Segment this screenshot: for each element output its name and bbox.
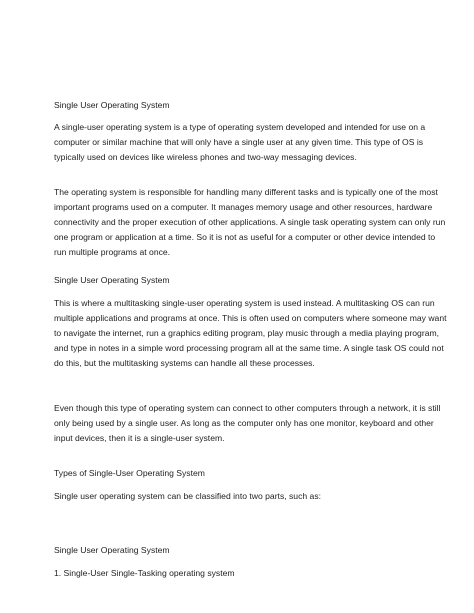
section-heading [54, 98, 424, 113]
paragraph-line: to navigate the internet, run a graphics editing program, play music through a media playing program, [54, 328, 440, 338]
list-item-text: 1. Single-User Single-Tasking operating system [54, 568, 235, 578]
paragraph-line: do this, but the multitasking systems can handle all these processes. [54, 358, 315, 368]
list-item [54, 566, 424, 581]
paragraph-line: and type in notes in a simple word processing program all at the same time. A single task OS could not [54, 343, 444, 353]
section-heading-text: Single User Operating System [54, 545, 170, 555]
paragraph-line: only being used by a single user. As long as the computer only has one monitor, keyboard and other [54, 418, 434, 428]
section-heading-text: Single User Operating System [54, 275, 170, 285]
paragraph [54, 401, 441, 446]
paragraph-line: This is where a multitasking single-user operating system is used instead. A multitasking OS can run [54, 298, 435, 308]
paragraph-line: Single user operating system can be classified into two parts, such as: [54, 491, 322, 501]
paragraph-line: connectivity and the proper execution of other applications. A single task operating system can only run [54, 217, 446, 227]
section-heading [54, 273, 424, 288]
paragraph-line: A single-user operating system is a type of operating system developed and intended for use on a [54, 122, 426, 132]
paragraph [54, 185, 446, 260]
paragraph-line: important programs used on a computer. It manages memory usage and other resources, hardware [54, 202, 433, 212]
paragraph-line: multiple applications and programs at once. This is often used on computers where someone may want [54, 313, 447, 323]
paragraph-line: run multiple programs at once. [54, 247, 171, 257]
paragraph-line: typically used on devices like wireless phones and two-way messaging devices. [54, 152, 357, 162]
paragraph [54, 489, 424, 504]
section-heading [54, 466, 424, 481]
paragraph [54, 296, 447, 371]
paragraph-line: computer or similar machine that will only have a single user at any given time. This type of OS is [54, 137, 424, 147]
section-heading [54, 543, 424, 558]
paragraph-line: Even though this type of operating system can connect to other computers through a network, it is still [54, 403, 441, 413]
paragraph-line: one program or application at a time. So it is not as useful for a computer or other device intended to [54, 232, 436, 242]
paragraph-line: input devices, then it is a single-user system. [54, 433, 225, 443]
section-heading-text: Single User Operating System [54, 100, 170, 110]
paragraph [54, 120, 424, 165]
section-heading-text: Types of Single-User Operating System [54, 468, 205, 478]
paragraph-line: The operating system is responsible for handling many different tasks and is typically one of the most [54, 187, 438, 197]
